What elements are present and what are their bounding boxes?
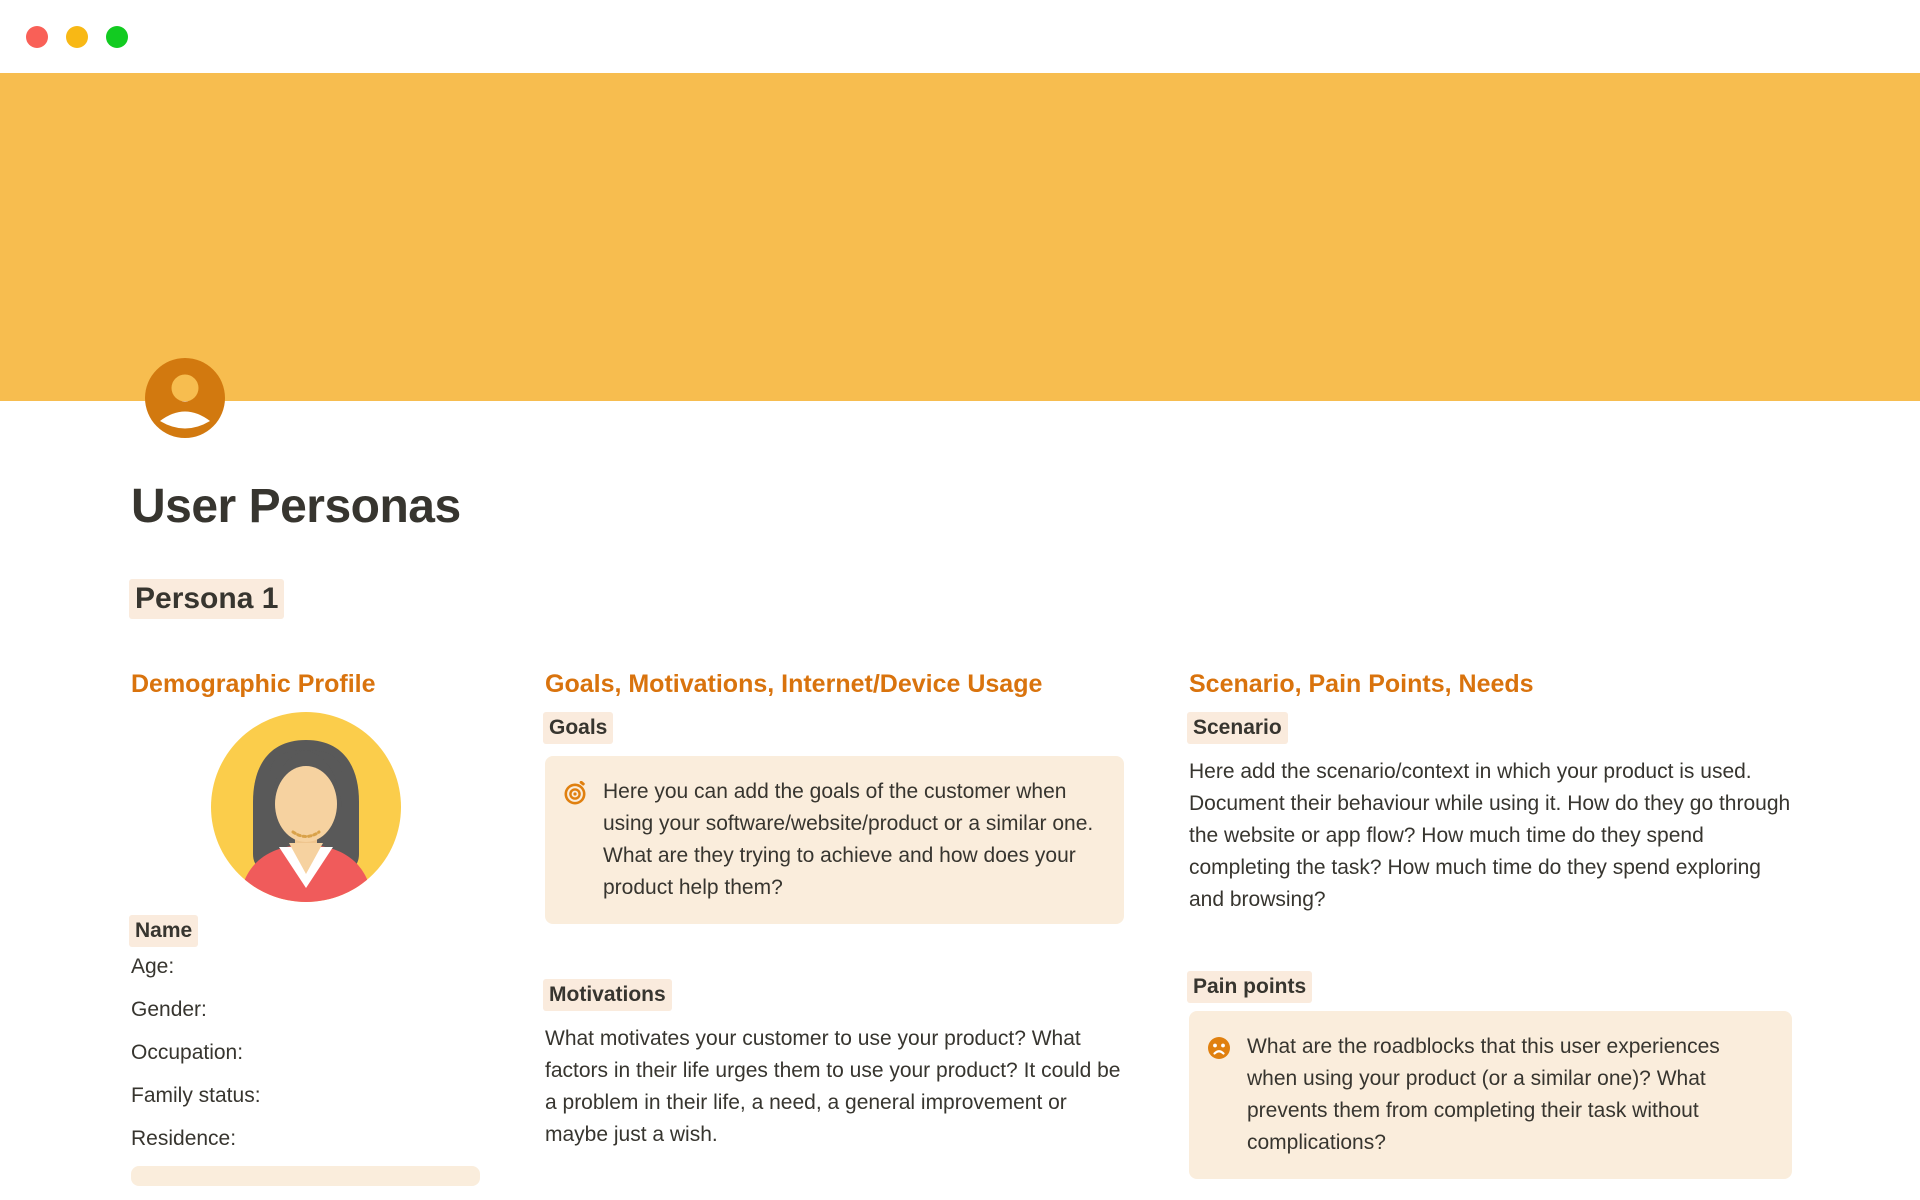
column-scenario-painpoints [1189,669,1792,1179]
woman-avatar-illustration[interactable] [211,712,401,902]
zoom-window-button[interactable] [106,26,128,48]
age-field[interactable]: Age: [131,955,175,978]
pain-points-label[interactable]: Pain points [1189,971,1792,1003]
column-demographic-profile [131,669,480,1186]
motivations-paragraph[interactable]: What motivates your customer to use your product? What factors in their life urges them to use your product? It could be a problem in their life, a need, a general improvement or maybe just a wish. [545,1027,1121,1146]
pain-points-callout[interactable] [1189,1011,1792,1179]
page-content [0,478,1920,1186]
goals-callout-text: Here you can add the goals of the customer when using your software/website/product or a similar one. What are they trying to achieve and how does your product help them? [603,780,1094,899]
page-cover-banner [0,73,1920,401]
demographic-callout-cutoff[interactable] [131,1166,480,1186]
goals-motivations-heading[interactable]: Goals, Motivations, Internet/Device Usage [545,670,1043,698]
window-titlebar [0,0,1920,73]
goals-callout[interactable] [545,756,1124,924]
scenario-label[interactable]: Scenario [1189,712,1792,744]
name-label[interactable]: Name [131,915,480,947]
window-controls [26,26,128,48]
close-window-button[interactable] [26,26,48,48]
avatar-graphic [211,712,401,902]
person-icon[interactable] [145,358,225,438]
residence-field[interactable]: Residence: [131,1127,237,1150]
scenario-painpoints-heading[interactable]: Scenario, Pain Points, Needs [1189,670,1534,698]
person-icon-graphic [145,358,225,438]
page-title[interactable]: User Personas [131,480,461,533]
gender-field[interactable]: Gender: [131,998,207,1021]
family-status-field[interactable]: Family status: [131,1084,261,1107]
pain-points-callout-text: What are the roadblocks that this user experiences when using your product (or a similar one)? What prevents them from completing their task without complications? [1247,1035,1720,1154]
occupation-field[interactable]: Occupation: [131,1041,244,1064]
motivations-label[interactable]: Motivations [545,979,1124,1011]
persona-columns [131,669,1792,1186]
scenario-paragraph[interactable]: Here add the scenario/context in which your product is used. Document their behaviour while using it. How do they go through the website or app flow? How much time do they spend completing the task? How much time do they spend exploring and browsing? [1189,760,1791,911]
minimize-window-button[interactable] [66,26,88,48]
goals-label[interactable]: Goals [545,712,1124,744]
column-goals-motivations [545,669,1124,1151]
sad-face-icon [1207,1036,1231,1060]
demographic-profile-heading[interactable]: Demographic Profile [131,670,376,698]
target-icon [563,781,587,805]
persona-section-heading[interactable]: Persona 1 [129,579,284,619]
